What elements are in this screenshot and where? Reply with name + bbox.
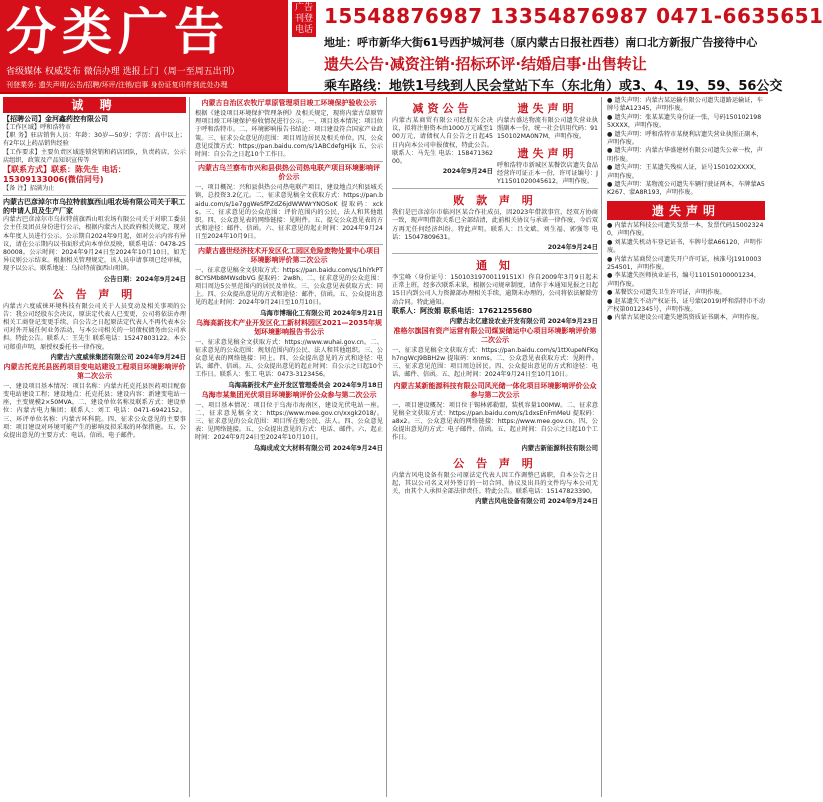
notice-title: 败 款 声 明 [453,194,537,208]
notice-heading: 内蒙古自治区农牧厅草原管理项目竣工环境保护验收公示 [201,99,377,107]
recruit-requirements: 【工作要求】主要负责区域连锁营销和药店团队，负责药店，公示店组织，政策及产品知识宣传等 [3,148,186,164]
recruit-duty: 【职 务】驻店销售人员：年龄：30岁—50岁；学历：高中以上；有2年以上药品销售经验 [3,132,186,148]
notice-signature: 公告日期：2024年9月24日 [103,274,186,283]
notice-signature: 乌海市博瑞化工有限公司 2024年9月21日 [260,308,383,317]
notice-body: 内蒙古风电设备有限公司原法定代表人因工作调整已离职，自本公告之日起，其以公司名义对外签订的一切合同、协议及出具的文件均与本公司无关，由其个人承担全部法律责任。特此公告。联系电话：15147823390。 [392,471,598,496]
service-list: 遗失公告·减资注销·招标环评·结婚启事·出售转让 [324,55,647,73]
notice-body: 根据《建设项目环境保护管理条例》及相关规定，现将内蒙古草原管理项目竣工环境保护验收情况进行公示。一、项目基本情况：项目位于呼和浩特市。二、环境影响报告书结论：项目建设符合国家产业政策。三、征求公众意见的范围：项目周边居民及相关单位。四、公众意见反馈方式：https://pan.baidu.com/s/1ABCdefgHijk 五、公示时间：自公告之日起10个工作日。 [195,110,383,159]
notice-signature: 内蒙古风电设备有限公司 2024年9月24日 [475,497,598,506]
column-2 [192,97,387,797]
notice-body: 内蒙古盛达物流有限公司遗失营业执照副本一份，统一社会信用代码：91150102MA0N7M，声明作废。 [497,117,598,141]
list-item: ● 赵某遗失不动产权证书，证号蒙(2019)呼和浩特市不动产权第0012345号，声明作废。 [607,297,765,313]
divider [195,244,383,245]
notice-signature: 内蒙古北亿建设农业开发有限公司 2024年9月23日 [449,316,598,325]
notice-body: 一、项目基本情况：项目位于乌海市海南区，建设光伏电站一座。二、征求意见稿全文：https://www.mee.gov.cn/xxgk2018/。三、征求意见的公众范围：项目所在地公民、法人。四、公众意见表：见网络链接。五、公众提出意见的方式：电话、邮件。六、起止时间：2024年9月24日至2024年10月10日。 [195,401,383,442]
recruit-contact: 【联系方式】联系：陈先生 电话：15309133006(微信同号) [3,165,126,185]
notice-heading: 内蒙古托克托县医药项目变电站建设工程项目环境影响评价第二次公示 [3,362,186,380]
notice-body: 我们是巴彦淖尔市临河区某合作社成员，因2023年借款事宜，经双方协商一致，现声明借款关系已全部结清，此前相关协议与承诺一律作废，今后双方再无任何经济纠纷。特此声明。联系人：吕文斌、刘生福、郭强等 电话：15047809631。 [392,209,598,241]
notice-signature: 内蒙古六度威徕集团有限公司 2024年9月24日 [50,352,186,361]
list-item: ● 某餐饮公司遗失卫生许可证，声明作废。 [607,289,726,297]
notice-heading: 准格尔旗国有资产运营有限公司煤炭储运中心项目环境影响评价第二次公示 [393,326,597,344]
column-1 [0,97,190,797]
slogan: 省级媒体 权威发布 微信办理 选报上门（周一至周五出刊） [0,66,288,79]
recruit-note: 【备 注】招满为止 [3,185,55,193]
ad-phone-label: 广告刊登电话 [292,2,316,37]
notice-title: 遗失声明 [517,102,578,115]
bus-route: 乘车路线：地铁1号线到人民会堂站下车（东北角）或3、4、19、59、56公交 [324,79,783,94]
lost-list [607,222,765,323]
notice-signature: 2024年9月24日 [442,167,493,176]
recruit-company: 【招聘公司】金河鑫药控有限公司 [3,115,108,123]
notice-heading: 内蒙古乌兰察布市兴和县供热公司热电联产项目环境影响评价公示 [198,164,380,182]
notice-signature: 乌海成成文大材料有限公司 2024年9月24日 [253,443,383,452]
column-3 [389,97,602,797]
notice-heading: 内蒙古某新能源科技有限公司风光储一体化项目环境影响评价公众参与第二次公示 [393,381,597,399]
column-4 [604,97,768,797]
masthead [0,0,823,94]
notice-body: 一、建设项目基本情况：项目名称：内蒙古托克托县医药项目配套变电站建设工程；建设地点：托克托县；建设内容：新建变电站一座，主变规模2×50MVA。二、建设单位名称及联系方式：建设单位：内蒙古电力集团；联系人：刘工 电话：0471-6942152。三、环评单位名称：内蒙古环科院。四、征求公众意见的主要事项：项目建设对环境可能产生的影响及拟采取的环保措施。五、公众提出意见的主要方式：电话、信函、电子邮件。 [3,382,186,440]
brand-block [0,0,288,66]
list-item: ● 遗失声明：内蒙古某运输有限公司遗失道路运输证，车牌号蒙A12345，声明作废。 [607,97,763,113]
notice-title: 通 知 [476,259,514,273]
divider [392,188,598,189]
list-item: ● 内蒙古某建设公司遗失建筑资质证书副本，声明作废。 [607,314,763,322]
notice-body: 一、项目概况：兴和县供热公司热电联产项目，建设地点兴和县城关镇，总投资3.2亿元。二、征求意见稿全文获取方式：https://pan.baidu.com/s/1e7ggWeSfPZdZ6jdWWWrYNOSoK 提取码：xcks。三、征求意见的公众范围：评价范围内的公民、法人和其他组织。四、公众意见表的网络链接：见附件。五、提交公众意见表的方式和途径：邮件、信函。六、征求意见的起止时间：2024年9月24日至2024年10月9日。 [195,184,383,241]
notice-title: 遗失声明 [517,146,578,160]
lost-heading: 遗失声明 [607,201,765,220]
capital-reduction-notice [392,97,493,186]
divider [3,195,186,196]
notice-contact: 联系人：阿汝娟 联系电话：17621255680 [392,306,533,315]
notice-body: 一、征求意见稿全文获取方式：https://www.wuhai.gov.cn。二、征求意见的公众范围：规划范围内的公民、法人和其他组织。三、公众意见表的网络链接：同上。四、公众提出意见的方式和途径：电话、邮件、信函。五、公众提出意见的起止时间：自公示之日起10个工作日。联系人：张工 电话：0473-3123456。 [195,338,383,379]
office-address: 地址：呼市新华大街61号西护城河巷（原内蒙古日报社西巷）南口北方新报广告接待中心 [324,36,758,49]
recruit-area: 【工作区域】呼和浩特市 [3,124,72,131]
divider [195,161,383,162]
notice-title: 减资公告 [412,102,473,115]
lost-list [607,97,765,198]
notice-heading: 乌海高新技术产业开发区化工新材料园区2021—2035年规划环境影响报告书公示 [196,318,382,336]
notice-body: 呼和浩特市新城区某餐饮店遗失食品经营许可证正本一份，许可证编号：JY11501020045612，声明作废。 [497,161,598,186]
notice-body: 一、项目建设概况：项目位于锡林郭勒盟，装机容量100MW。二、征求意见稿全文获取方式：https://pan.baidu.com/s/1dxsEnFmMeU 提取码：a8x2。三、公众意见表的网络链接：https://www.mee.gov.cn。四、公众提出意见的方式：电子邮件、信函。五、起止时间：自公示之日起10个工作日。 [392,401,598,442]
notice-signature: 乌海高新技术产业开发区管理委员会 2024年9月18日 [228,380,383,389]
list-item: ● 遗失声明：某物流公司遗失车辆行驶证两本，车牌蒙A5K267、蒙A8R193，声明作废。 [607,181,765,197]
notice-body: 内蒙古六度威徕环境科技有限公司关于人员变动及相关事项的公告：我公司经股东会决议，原法定代表人已变更，公司将依法办理相关工商登记变更手续，自公告之日起原法定代表人不再代表本公司对外开展任何业务活动，与本公司相关的一切债权债务由公司承担。特此公告。联系人：王先生 联系电话：15247803122。本公司郑重声明，原授权委托书一律作废。 [3,302,186,351]
slogan-sub: 刊登業务: 遗失声明/公告/招聘/环评/注销/启事 身份证复印件到此处办理 [0,79,288,92]
list-item: ● 李某遗失医师执业证书，编号110150100001234，声明作废。 [607,272,761,288]
notice-body: 一、征求意见稿全文获取方式：https://pan.baidu.com/s/1ttXupeNFKqh7ngWcJ9BBH2w 提取码：xnms。二、公众意见表获取方式：见附件。三、征求意见范围：项目周边居民。四、公众提出意见的方式和途径：电话、邮件、信函。五、起止时间：2024年9月24日至10月10日。 [392,346,598,379]
notice-title: 公 告 声 明 [453,456,537,470]
contact-phones: 15548876987 13354876987 0471-6635651 [324,4,823,28]
divider [392,253,598,254]
list-item: ● 内蒙古某科技公司遗失发票一本，发票代码150023240，声明作废。 [607,221,764,238]
notice-body: 李宝峰（身份证号：15010319700119151X）你自2009年3月9日起未正常上班，经多次联系未果，根据公司规章制度，请你于本通知见报之日起15日内到公司人力资源部办理相关手续，逾期未办理的，公司将依法解除劳动合同。特此通知。 [392,274,598,306]
notice-title: 公 告 声 明 [52,287,137,301]
notice-signature: 2024年9月24日 [547,243,598,252]
recruit-heading: 诚 聘 [3,97,186,113]
page-title: 分类广告 [6,3,230,61]
notice-pair [392,97,598,186]
lost-notice [497,97,598,186]
list-item: ● 遗失声明：王某遗失残疾人证，证号150102XXXX，声明作废。 [607,164,761,180]
list-item: ● 刘某遗失机动车登记证书，车牌号蒙A66120，声明作废。 [607,238,763,255]
list-item: ● 内蒙古某商贸公司遗失开户许可证，核准号J1910003254501，声明作废。 [607,255,762,271]
notice-body: 一、征求意见稿全文获取方式：https://pan.baidu.com/s/1hiYkPT8CYSMb8MWsdbVG 提取码：2w8h。二、征求意见的公众范围：项目周边5公里范围内的居民及单位。三、公众意见表获取方式：同上。四、公众提出意见的方式和途径：邮件、信函。五、公众提出意见的起止时间：2024年9月24日至10月10日。 [195,266,383,307]
notice-heading: 乌海市某集团光伏项目环境影响评价公众参与第二次公示 [201,390,377,399]
list-item: ● 遗失声明：张某某遗失身份证一张，号码1501021985XXXX，声明作废。 [607,113,762,130]
notice-body: 内蒙古巴彦淖尔市乌拉特前旗西山咀农场有限公司关于对职工委员会主任及团员身份进行公示，根据内蒙古人民政府相关规定，现对本年度人员进行公示。公示期自2024年9月起，如对公示内容有异议，请在公示期内以书面形式向本单位反映，联系电话：0478-2580008。公示时间：2024年9月24日至2024年10月10日，如无异议则公示结束。根据相关管理规定，该人员申请事项已经审核，现予以公示。联系地址：乌拉特前旗西山咀镇。 [3,216,186,273]
list-item: ● 遗失声明：内蒙古华盛建材有限公司遗失公章一枚，声明作废。 [607,147,763,163]
list-item: ● 遗失声明：呼和浩特市某便利店遗失营业执照正副本，声明作废。 [607,130,763,147]
notice-body: 内蒙古某商贸有限公司经股东会决议，拟将注册资本由1000万元减至100万元，请债权人自公告之日起45日内向本公司申报债权，特此公告。联系人：马先生 电话：15847136200。 [392,117,493,166]
notice-signature: 内蒙古新能源科技有限公司 [521,443,598,452]
notice-heading: 内蒙古盛世经济技术开发区化工园区危险废物处置中心项目环境影响评价第二次公示 [198,246,380,264]
notice-heading: 内蒙古巴彦淖尔市乌拉特前旗西山咀农场有限公司关于职工的申请人员及生产厂家 [3,198,185,216]
